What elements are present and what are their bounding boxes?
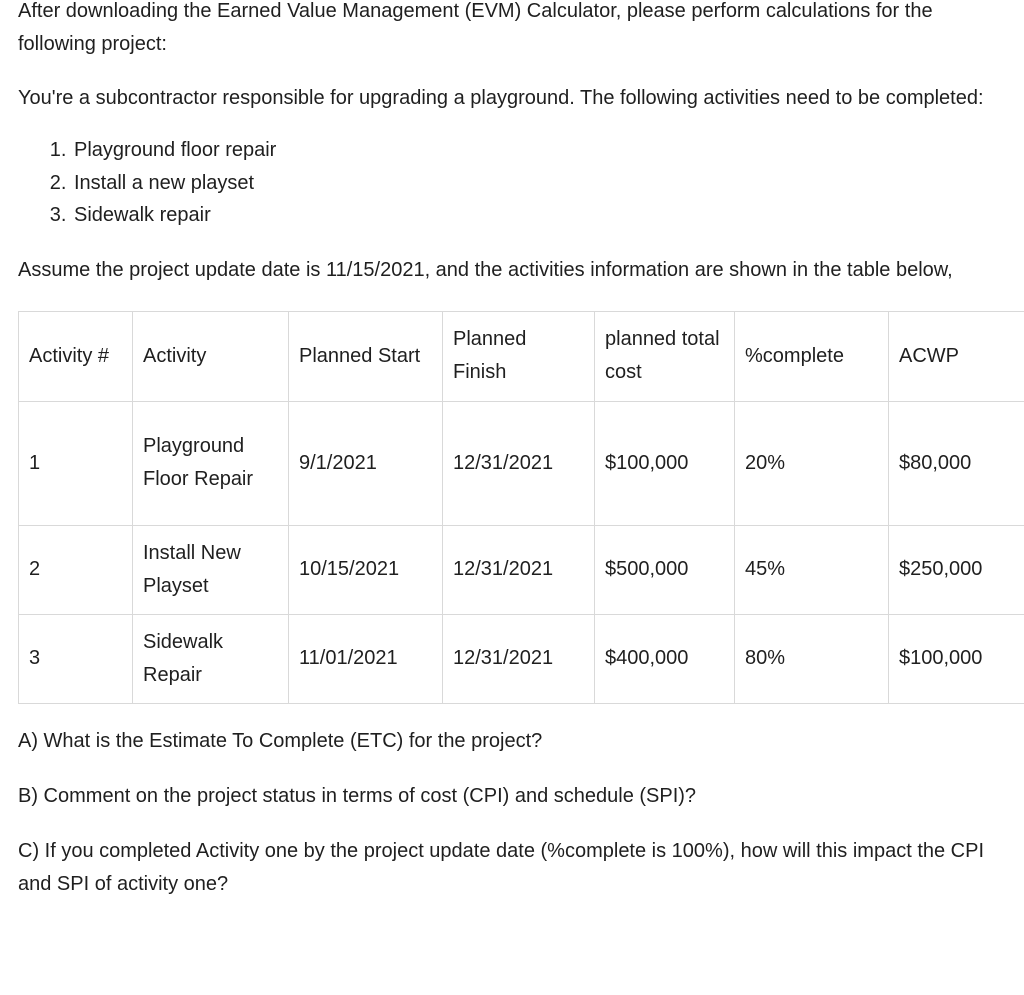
cell-acwp: $80,000 bbox=[889, 401, 1024, 525]
cell-activity-number: 3 bbox=[19, 614, 133, 703]
header-acwp: ACWP bbox=[889, 311, 1024, 401]
header-activity-number: Activity # bbox=[19, 311, 133, 401]
activities-list bbox=[18, 134, 1008, 232]
header-activity: Activity bbox=[133, 311, 289, 401]
question-b: B) Comment on the project status in terms of cost (CPI) and schedule (SPI)? bbox=[18, 784, 697, 807]
table-row bbox=[19, 614, 1024, 703]
table-row bbox=[19, 525, 1024, 614]
header-planned-total-cost: planned total cost bbox=[595, 311, 735, 401]
header-percent-complete: %complete bbox=[735, 311, 889, 401]
intro-paragraph: After downloading the Earned Value Management (EVM) Calculator, please perform calculations for the following project: bbox=[18, 0, 933, 55]
list-item: 3. Sidewalk repair bbox=[72, 199, 1008, 232]
cell-percent-complete: 45% bbox=[735, 525, 889, 614]
table-header-row bbox=[19, 311, 1024, 401]
activities-table bbox=[18, 311, 1024, 704]
cell-planned-finish: 12/31/2021 bbox=[443, 614, 595, 703]
question-c: C) If you completed Activity one by the project update date (%complete is 100%), how will this impact the CPI and SPI of activity one? bbox=[18, 839, 985, 895]
cell-percent-complete: 20% bbox=[735, 401, 889, 525]
cell-planned-total-cost: $100,000 bbox=[595, 401, 735, 525]
questions-section bbox=[18, 725, 1008, 901]
cell-activity-number: 2 bbox=[19, 525, 133, 614]
cell-planned-start: 11/01/2021 bbox=[289, 614, 443, 703]
cell-acwp: $250,000 bbox=[889, 525, 1024, 614]
cell-planned-finish: 12/31/2021 bbox=[443, 525, 595, 614]
question-a: A) What is the Estimate To Complete (ETC) for the project? bbox=[18, 729, 543, 752]
cell-percent-complete: 80% bbox=[735, 614, 889, 703]
header-planned-start: Planned Start bbox=[289, 311, 443, 401]
cell-activity-number: 1 bbox=[19, 401, 133, 525]
cell-planned-total-cost: $400,000 bbox=[595, 614, 735, 703]
cell-planned-total-cost: $500,000 bbox=[595, 525, 735, 614]
assumption-paragraph: Assume the project update date is 11/15/2021, and the activities information are shown in the table below, bbox=[18, 258, 953, 281]
cell-activity: Playground Floor Repair bbox=[133, 401, 289, 525]
list-item: 2. Install a new playset bbox=[72, 167, 1008, 200]
cell-activity: Sidewalk Repair bbox=[133, 614, 289, 703]
cell-planned-start: 10/15/2021 bbox=[289, 525, 443, 614]
cell-planned-start: 9/1/2021 bbox=[289, 401, 443, 525]
cell-planned-finish: 12/31/2021 bbox=[443, 401, 595, 525]
cell-activity: Install New Playset bbox=[133, 525, 289, 614]
list-item: 1. Playground floor repair bbox=[72, 134, 1008, 167]
scenario-paragraph: You're a subcontractor responsible for upgrading a playground. The following activities need to be completed: bbox=[18, 87, 984, 109]
document-body bbox=[18, 0, 1008, 923]
table-row bbox=[19, 401, 1024, 525]
header-planned-finish: Planned Finish bbox=[443, 311, 595, 401]
cell-acwp: $100,000 bbox=[889, 614, 1024, 703]
